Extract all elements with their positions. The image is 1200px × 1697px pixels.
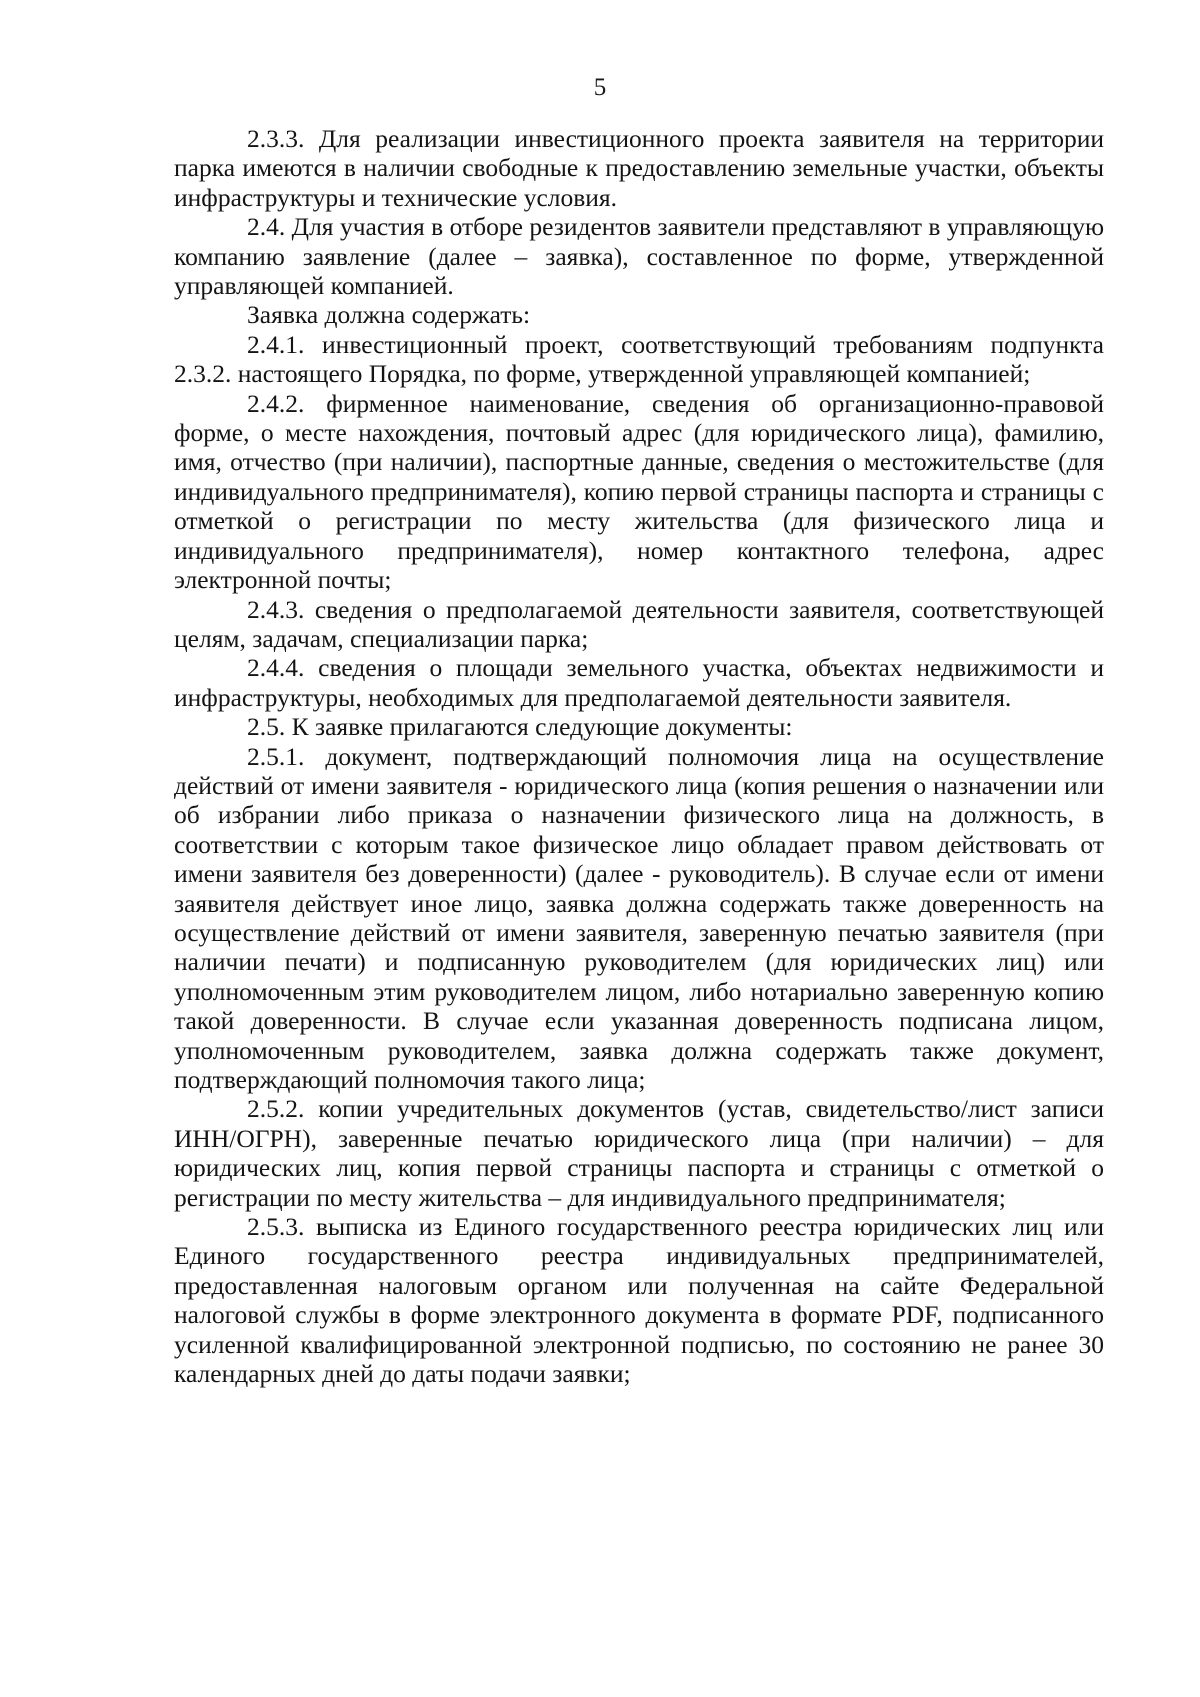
- paragraph-2-4-2: 2.4.2. фирменное наименование, сведения об организационно-правовой форме, о месте нахождения, почтовый адрес (для юридического лица), фамилию, имя, отчество (при наличии), паспортные данные, сведения о местожительстве (для индивидуального предпринимателя), копию первой страницы паспорта и страницы с отметкой о регистрации по месту жительства (для физического лица и индивидуального предпринимателя), номер контактного телефона, адрес электронной почты;: [174, 388, 1104, 595]
- paragraph-2-4-3: 2.4.3. сведения о предполагаемой деятельности заявителя, соответствующей целям, задачам, специализации парка;: [174, 594, 1104, 653]
- paragraph-2-4: 2.4. Для участия в отборе резидентов заявители представляют в управляющую компанию заявление (далее – заявка), составленное по форме, утвержденной управляющей компанией.: [174, 212, 1104, 301]
- document-body: [174, 124, 1104, 1388]
- page-number: 5: [593, 74, 607, 101]
- paragraph-2-4-1: 2.4.1. инвестиционный проект, соответствующий требованиям подпункта 2.3.2. настоящего Порядка, по форме, утвержденной управляющей компанией;: [174, 329, 1104, 389]
- paragraph-application-contents: Заявка должна содержать:: [247, 300, 531, 330]
- paragraph-2-3-3: 2.3.3. Для реализации инвестиционного проекта заявителя на территории парка имеются в наличии свободные к предоставлению земельные участки, объекты инфраструктуры и технические условия.: [174, 124, 1104, 212]
- paragraph-2-5-2: 2.5.2. копии учредительных документов (устав, свидетельство/лист записи ИНН/ОГРН), заверенные печатью юридического лица (при наличии) – для юридических лиц, копия первой страницы паспорта и страницы с отметкой о регистрации по месту жительства – для индивидуального предпринимателя;: [174, 1094, 1104, 1212]
- paragraph-2-5: 2.5. К заявке прилагаются следующие документы:: [247, 712, 793, 742]
- paragraph-2-5-3: 2.5.3. выписка из Единого государственного реестра юридических лиц или Единого государственного реестра индивидуальных предпринимателей, предоставленная налоговым органом или полученная на сайте Федеральной налоговой службы в форме электронного документа в формате PDF, подписанного усиленной квалифицированной электронной подписью, по состоянию не ранее 30 календарных дней до даты подачи заявки;: [174, 1212, 1104, 1389]
- paragraph-2-5-1: 2.5.1. документ, подтверждающий полномочия лица на осуществление действий от имени заявителя - юридического лица (копия решения о назначении или об избрании либо приказа о назначении физического лица на должность, в соответствии с которым такое физическое лицо обладает правом действовать от имени заявителя без доверенности) (далее - руководитель). В случае если от имени заявителя действует иное лицо, заявка должна содержать также доверенность на осуществление действий от имени заявителя, заверенную печатью заявителя (при наличии печати) и подписанную руководителем (для юридических лиц) или уполномоченным этим руководителем лицом, либо нотариально заверенную копию такой доверенности. В случае если указанная доверенность подписана лицом, уполномоченным руководителем, заявка должна содержать также документ, подтверждающий полномочия такого лица;: [174, 741, 1104, 1094]
- paragraph-2-4-4: 2.4.4. сведения о площади земельного участка, объектах недвижимости и инфраструктуры, необходимых для предполагаемой деятельности заявителя.: [174, 653, 1104, 712]
